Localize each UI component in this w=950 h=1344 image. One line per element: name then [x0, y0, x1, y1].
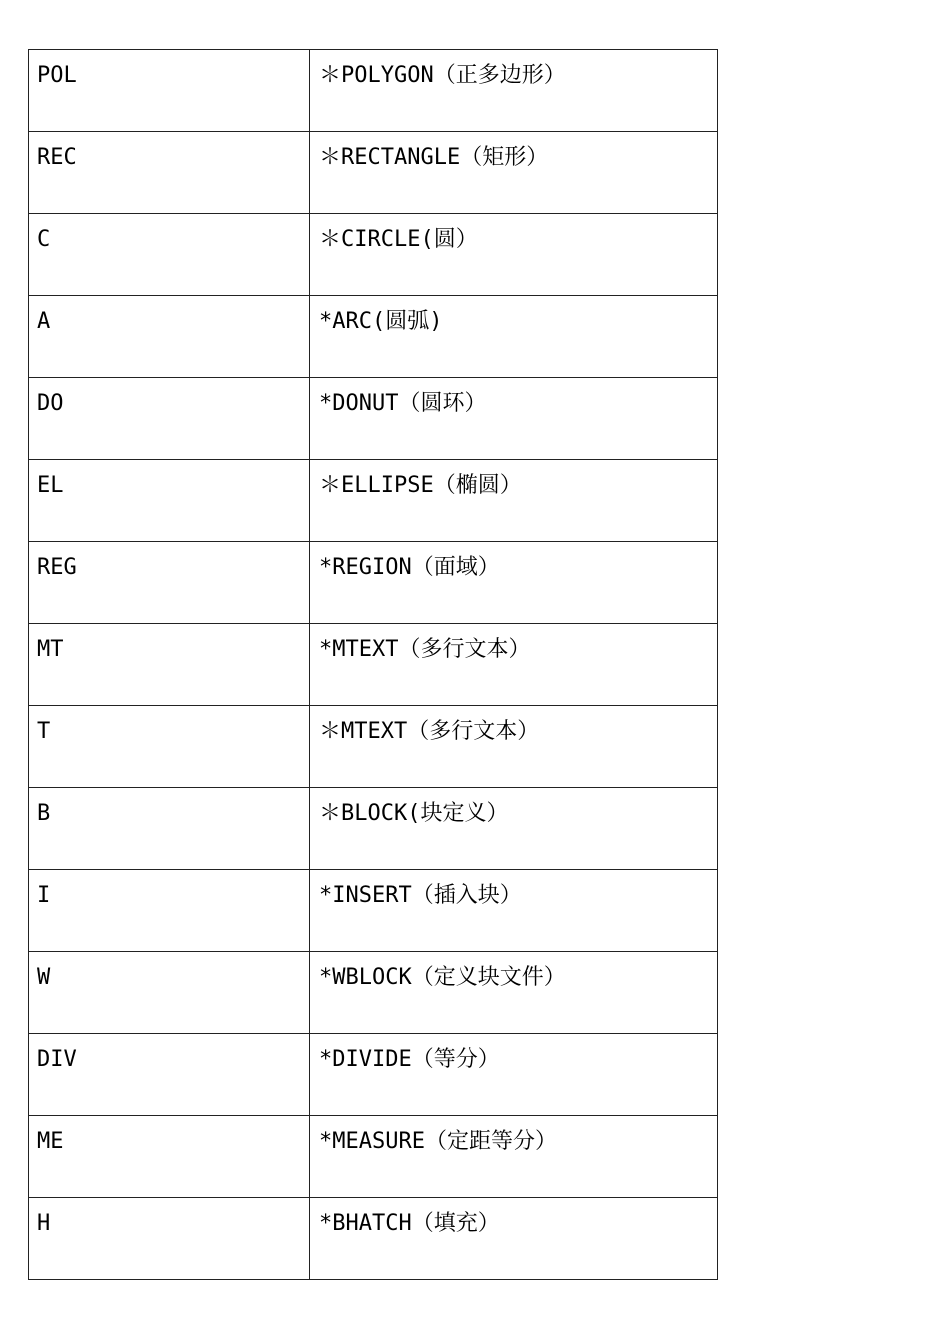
table-row [29, 870, 718, 952]
alias-text: REC [37, 145, 77, 170]
command-cell [310, 706, 718, 788]
alias-cell [29, 788, 310, 870]
command-text: ＊RECTANGLE（矩形） [319, 145, 549, 170]
table-row [29, 460, 718, 542]
command-cell [310, 624, 718, 706]
alias-cell [29, 542, 310, 624]
command-text: *MEASURE（定距等分） [319, 1129, 557, 1154]
command-cell [310, 952, 718, 1034]
table-row [29, 50, 718, 132]
alias-text: I [37, 883, 51, 908]
alias-text: DIV [37, 1047, 77, 1072]
command-text: ＊MTEXT（多行文本） [319, 719, 540, 744]
command-cell [310, 542, 718, 624]
command-cell [310, 214, 718, 296]
alias-text: W [37, 965, 51, 990]
command-text: ＊BLOCK(块定义） [319, 801, 509, 826]
alias-text: C [37, 227, 51, 252]
command-text: *WBLOCK（定义块文件） [319, 965, 566, 990]
table-row [29, 706, 718, 788]
alias-cell [29, 132, 310, 214]
command-cell [310, 296, 718, 378]
command-cell [310, 132, 718, 214]
table-row [29, 1034, 718, 1116]
alias-cell [29, 460, 310, 542]
command-text: ＊ELLIPSE（椭圆） [319, 473, 522, 498]
alias-text: T [37, 719, 51, 744]
command-text: *INSERT（插入块） [319, 883, 522, 908]
table-row [29, 132, 718, 214]
command-text: *DONUT（圆环） [319, 391, 487, 416]
alias-text: H [37, 1211, 51, 1236]
alias-text: B [37, 801, 51, 826]
command-cell [310, 1198, 718, 1280]
command-text: ＊POLYGON（正多边形） [319, 63, 566, 88]
table-row [29, 952, 718, 1034]
command-text: *ARC(圆弧) [319, 309, 443, 334]
alias-text: MT [37, 637, 64, 662]
alias-text: REG [37, 555, 77, 580]
alias-cell [29, 378, 310, 460]
alias-text: POL [37, 63, 77, 88]
command-alias-table [28, 49, 718, 1280]
alias-cell [29, 952, 310, 1034]
command-cell [310, 870, 718, 952]
table-row [29, 378, 718, 460]
alias-cell [29, 1198, 310, 1280]
command-cell [310, 1034, 718, 1116]
table-row [29, 1198, 718, 1280]
alias-text: ME [37, 1129, 64, 1154]
alias-text: EL [37, 473, 64, 498]
alias-cell [29, 296, 310, 378]
command-text: ＊CIRCLE(圆） [319, 227, 478, 252]
alias-text: DO [37, 391, 64, 416]
alias-cell [29, 50, 310, 132]
table-row [29, 788, 718, 870]
alias-cell [29, 1034, 310, 1116]
command-text: *DIVIDE（等分） [319, 1047, 500, 1072]
alias-cell [29, 870, 310, 952]
table-row [29, 1116, 718, 1198]
command-cell [310, 378, 718, 460]
command-text: *REGION（面域） [319, 555, 500, 580]
command-cell [310, 1116, 718, 1198]
table-row [29, 624, 718, 706]
command-cell [310, 50, 718, 132]
alias-cell [29, 624, 310, 706]
command-cell [310, 460, 718, 542]
alias-cell [29, 214, 310, 296]
alias-cell [29, 706, 310, 788]
table-row [29, 296, 718, 378]
alias-cell [29, 1116, 310, 1198]
alias-text: A [37, 309, 51, 334]
command-text: *BHATCH（填充） [319, 1211, 500, 1236]
table-row [29, 542, 718, 624]
table-row [29, 214, 718, 296]
command-text: *MTEXT（多行文本） [319, 637, 531, 662]
command-cell [310, 788, 718, 870]
